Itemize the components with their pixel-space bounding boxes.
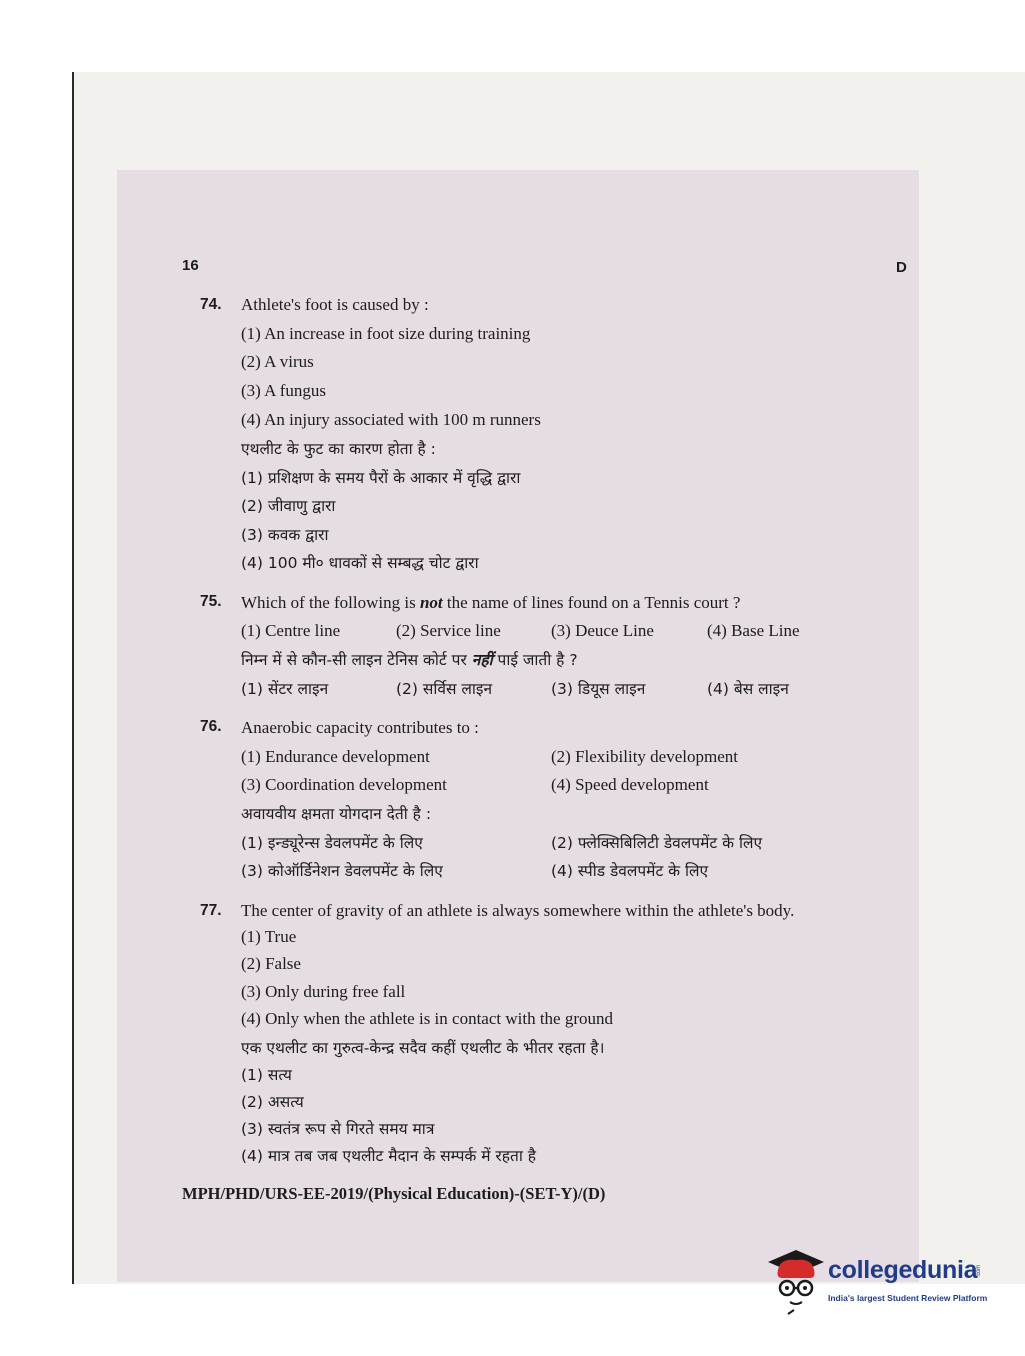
question-number: 76. (200, 718, 222, 735)
option-hi: (4) बेस लाइन (707, 680, 789, 698)
option-hi: (1) सत्य (241, 1066, 292, 1084)
question-number: 77. (200, 902, 222, 919)
question-number: 74. (200, 296, 222, 313)
option-en: (4) An injury associated with 100 m runners (241, 410, 541, 429)
emphasis-nahin: नहीं (471, 651, 493, 669)
question-text-en: Which of the following is not the name of lines found on a Tennis court ? (241, 593, 741, 612)
option-hi: (2) सर्विस लाइन (396, 680, 493, 698)
option-en: (1) An increase in foot size during training (241, 324, 531, 343)
option-en: (3) Only during free fall (241, 982, 406, 1001)
option-en: (3) Deuce Line (551, 621, 654, 640)
question-text-hi: निम्न में से कौन-सी लाइन टेनिस कोर्ट पर नहीं पाई जाती है ? (241, 651, 578, 669)
page-number: 16 (182, 257, 199, 274)
option-en: (4) Speed development (551, 775, 709, 794)
option-hi: (4) मात्र तब जब एथलीट मैदान के सम्पर्क में रहता है (241, 1147, 536, 1165)
question-text-en: Athlete's foot is caused by : (241, 295, 429, 314)
option-en: (4) Only when the athlete is in contact with the ground (241, 1009, 614, 1028)
question-text-hi: एथलीट के फुट का कारण होता है : (241, 440, 436, 458)
question-number: 75. (200, 593, 222, 610)
option-hi: (2) जीवाणु द्वारा (241, 497, 336, 515)
option-en: (3) A fungus (241, 381, 326, 400)
option-en: (1) Endurance development (241, 747, 430, 766)
option-hi: (3) कोऑर्डिनेशन डेवलपमेंट के लिए (241, 862, 443, 880)
option-hi: (4) स्पीड डेवलपमेंट के लिए (551, 862, 709, 880)
option-hi: (1) सेंटर लाइन (241, 680, 329, 698)
option-en: (2) Service line (396, 621, 501, 640)
option-en: (1) Centre line (241, 621, 341, 640)
option-hi: (3) डियूस लाइन (551, 680, 646, 698)
option-hi: (2) फ्लेक्सिबिलिटी डेवलपमेंट के लिए (551, 834, 763, 852)
question-text-en: Anaerobic capacity contributes to : (241, 718, 479, 737)
option-hi: (3) कवक द्वारा (241, 526, 329, 544)
collegedunia-watermark (766, 1248, 996, 1318)
graduate-face-logo-icon (766, 1248, 826, 1318)
logo-brand-name: collegedunia.com (828, 1256, 983, 1284)
emphasis-not: not (419, 593, 443, 612)
option-hi: (4) 100 मी० धावकों से सम्बद्ध चोट द्वारा (241, 554, 479, 572)
option-hi: (1) इन्ड्यूरेन्स डेवलपमेंट के लिए (241, 834, 423, 852)
logo-tagline: India's largest Student Review Platform (828, 1293, 988, 1303)
option-en: (1) True (241, 927, 297, 946)
option-en: (2) A virus (241, 352, 314, 371)
scan-edge-line (72, 72, 74, 1284)
option-en: (2) Flexibility development (551, 747, 738, 766)
set-code: D (896, 259, 907, 276)
question-text-hi: अवायवीय क्षमता योगदान देती है : (241, 805, 432, 823)
question-text-en: The center of gravity of an athlete is always somewhere within the athlete's body. (241, 901, 795, 920)
option-hi: (1) प्रशिक्षण के समय पैरों के आकार में वृद्धि द्वारा (241, 469, 521, 487)
option-en: (3) Coordination development (241, 775, 447, 794)
option-en: (4) Base Line (707, 621, 800, 640)
logo-brand-suffix: .com (976, 1265, 983, 1278)
footer-code: MPH/PHD/URS-EE-2019/(Physical Education)-(SET-Y)/(D) (182, 1184, 606, 1203)
option-hi: (2) असत्य (241, 1093, 304, 1111)
option-en: (2) False (241, 954, 301, 973)
option-hi: (3) स्वतंत्र रूप से गिरते समय मात्र (241, 1120, 435, 1138)
question-text-hi: एक एथलीट का गुरुत्व-केन्द्र सदैव कहीं एथलीट के भीतर रहता है। (241, 1039, 605, 1057)
